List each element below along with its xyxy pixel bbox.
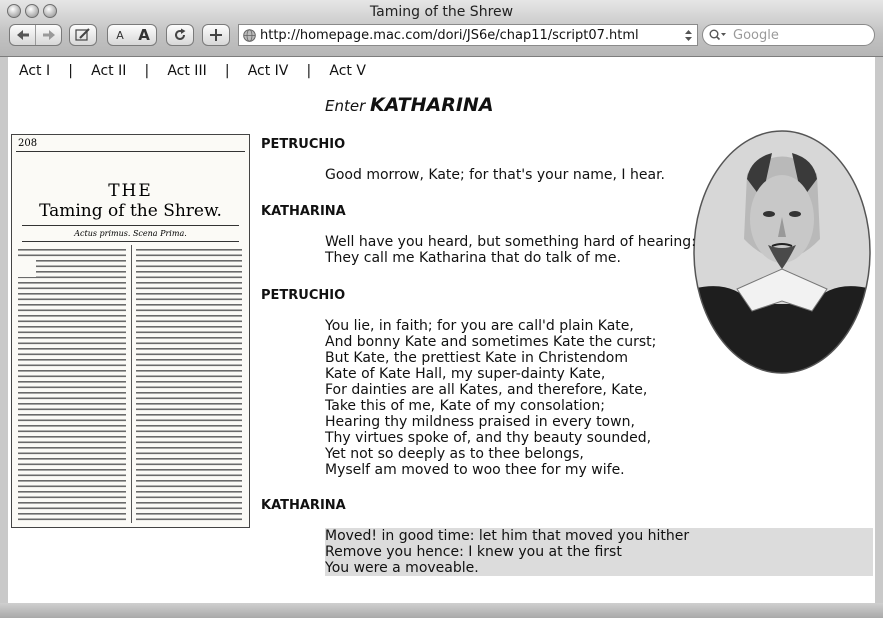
url-text: http://homepage.mac.com/dori/JS6e/chap11/script07.html bbox=[260, 27, 639, 43]
folio-column-divider bbox=[131, 245, 132, 523]
speech-line: You lie, in faith; for you are call'd plain Kate, bbox=[325, 318, 634, 334]
speech-line: Thy virtues spoke of, and thy beauty sounded, bbox=[325, 430, 652, 446]
speaker-name: PETRUCHIO bbox=[261, 288, 346, 303]
text-size-control bbox=[107, 24, 157, 46]
forward-button[interactable] bbox=[36, 25, 61, 45]
speaker-name: PETRUCHIO bbox=[261, 137, 346, 152]
folio-page-number: 208 bbox=[18, 138, 38, 149]
enter-prefix: Enter bbox=[325, 97, 366, 115]
pencil-icon bbox=[75, 28, 91, 42]
folio-rule bbox=[22, 241, 239, 242]
nav-separator: | bbox=[224, 63, 230, 79]
speech-line: You were a moveable. bbox=[325, 560, 479, 576]
speech-line: Yet not so deeply as to thee belongs, bbox=[325, 446, 584, 462]
nav-separator: | bbox=[144, 63, 150, 79]
act-link-5[interactable]: Act V bbox=[329, 63, 366, 79]
plus-icon bbox=[210, 29, 222, 41]
speech-block bbox=[325, 234, 696, 266]
speech-line: They call me Katharina that do talk of me. bbox=[325, 250, 621, 266]
back-arrow-icon bbox=[17, 30, 29, 40]
speech-block-highlighted bbox=[325, 528, 873, 576]
stage-direction bbox=[325, 94, 494, 116]
act-navigation bbox=[19, 63, 366, 79]
folio-heading-title: Taming of the Shrew. bbox=[39, 201, 222, 221]
speech-line: But Kate, the prettiest Kate in Christendom bbox=[325, 350, 628, 366]
speech-line: Remove you hence: I knew you at the first bbox=[325, 544, 622, 560]
text-smaller-button[interactable]: A bbox=[116, 28, 124, 42]
nav-separator: | bbox=[68, 63, 73, 79]
speaker-name: KATHARINA bbox=[261, 204, 346, 219]
window-title: Taming of the Shrew bbox=[369, 4, 514, 20]
speech-line: Good morrow, Kate; for that's your name, I hear. bbox=[325, 167, 665, 183]
speech-block bbox=[325, 167, 665, 183]
page-content bbox=[8, 57, 875, 603]
speech-line: And bonny Kate and sometimes Kate the curst; bbox=[325, 334, 657, 350]
speaker-name: KATHARINA bbox=[261, 498, 346, 513]
forward-arrow-icon bbox=[43, 30, 55, 40]
reload-button[interactable] bbox=[166, 24, 194, 46]
folio-rule bbox=[22, 225, 239, 226]
speech-line: Take this of me, Kate of my consolation; bbox=[325, 398, 605, 414]
search-icon bbox=[709, 29, 727, 41]
act-link-3[interactable]: Act III bbox=[167, 63, 207, 79]
folio-heading-the: THE bbox=[108, 181, 153, 201]
back-button[interactable] bbox=[10, 25, 36, 45]
speech-line: Myself am moved to woo thee for my wife. bbox=[325, 462, 625, 478]
folio-rule bbox=[16, 151, 245, 152]
browser-chrome bbox=[0, 0, 883, 57]
entering-character: KATHARINA bbox=[370, 94, 494, 116]
text-bigger-button[interactable]: A bbox=[138, 26, 150, 44]
back-forward-control bbox=[9, 24, 62, 46]
window-bottom-bar bbox=[0, 603, 883, 618]
folio-text-right-column bbox=[136, 247, 246, 523]
address-bar[interactable] bbox=[238, 24, 698, 46]
speech-line: Kate of Kate Hall, my super-dainty Kate, bbox=[325, 366, 606, 382]
act-link-1[interactable]: Act I bbox=[19, 63, 51, 79]
search-placeholder: Google bbox=[733, 27, 779, 43]
folio-text-left-column bbox=[18, 247, 128, 523]
folio-subheading: Actus primus. Scena Prima. bbox=[74, 229, 187, 238]
nav-separator: | bbox=[306, 63, 312, 79]
act-link-4[interactable]: Act IV bbox=[247, 63, 289, 79]
search-field[interactable] bbox=[702, 24, 875, 46]
speech-block bbox=[325, 318, 656, 478]
speech-line: Moved! in good time: let him that moved you hither bbox=[325, 528, 690, 544]
shakespeare-portrait-image bbox=[692, 129, 872, 375]
speech-line: For dainties are all Kates, and therefore, Kate, bbox=[325, 382, 648, 398]
site-globe-icon bbox=[243, 29, 256, 42]
report-bug-button[interactable] bbox=[69, 24, 97, 46]
speech-line: Hearing thy mildness praised in every town, bbox=[325, 414, 635, 430]
speech-line: Well have you heard, but something hard of hearing: bbox=[325, 234, 696, 250]
folio-page-image bbox=[11, 134, 250, 528]
add-bookmark-button[interactable] bbox=[202, 24, 230, 46]
reload-icon bbox=[173, 28, 187, 42]
act-link-2[interactable]: Act II bbox=[91, 63, 127, 79]
url-dropdown-icon[interactable] bbox=[685, 30, 692, 41]
